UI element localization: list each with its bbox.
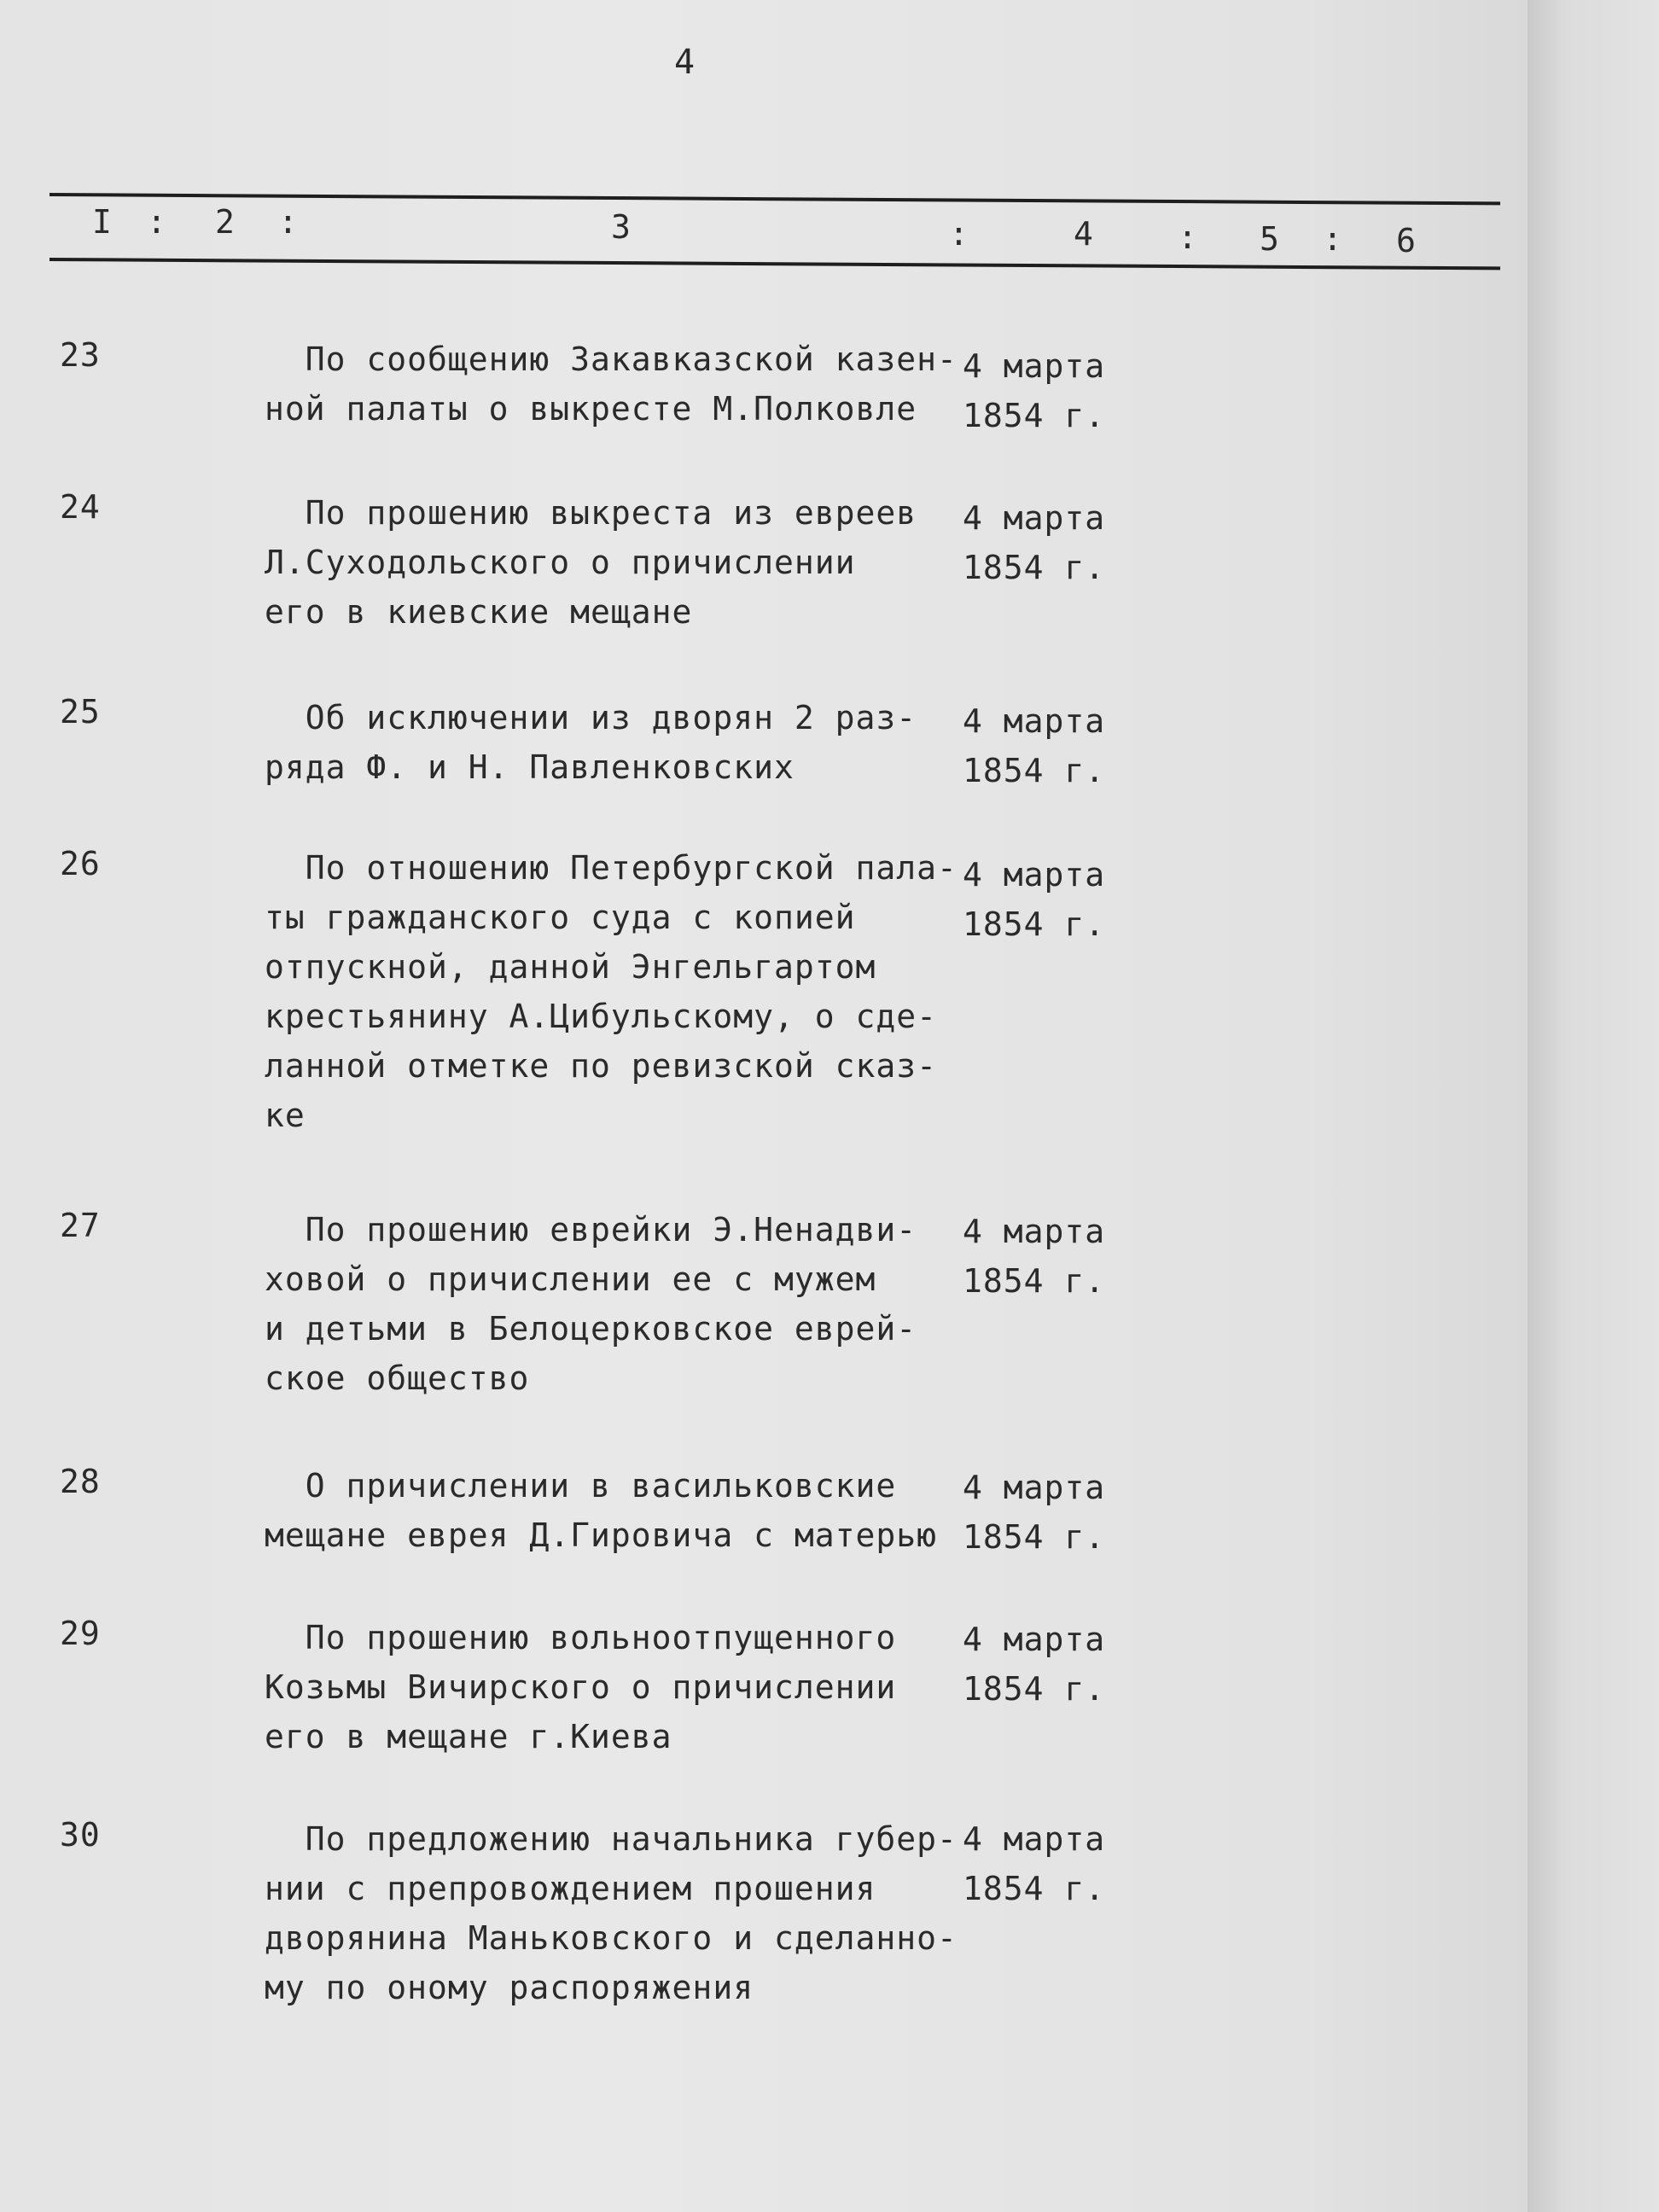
header-rule-bottom — [49, 258, 1500, 270]
adjacent-page-edge — [1528, 0, 1659, 2212]
column-header-5: 5 — [1260, 220, 1279, 258]
header-rule-top — [49, 193, 1500, 205]
column-header-1: I — [92, 203, 112, 241]
row-number: 28 — [60, 1463, 101, 1500]
row-number: 29 — [60, 1615, 101, 1652]
row-date: 4 марта 1854 г. — [963, 1213, 1106, 1300]
row-date: 4 марта 1854 г. — [963, 347, 1106, 434]
row-date: 4 марта 1854 г. — [963, 1621, 1106, 1708]
row-description: По отношению Петербургской пала- ты гражданского суда с копией отпускной, данной Энгельгартом крестьянину А.Цибульскому, о сде- ланной отметке по ревизской сказ- ке — [265, 849, 958, 1134]
row-number: 25 — [60, 693, 101, 731]
row-date: 4 марта 1854 г. — [963, 1469, 1106, 1556]
row-date: 4 марта 1854 г. — [963, 856, 1106, 943]
row-description: Об исключении из дворян 2 раз- ряда Ф. и Н. Павленковских — [265, 699, 917, 786]
row-number: 27 — [60, 1207, 101, 1244]
row-description: По прошению вольноотпущенного Козьмы Вичирского о причислении его в мещане г.Киева — [265, 1619, 897, 1755]
column-header-4: 4 — [1074, 215, 1093, 253]
row-date: 4 марта 1854 г. — [963, 702, 1106, 789]
column-header-separator: : — [1178, 218, 1197, 256]
column-header-separator: : — [1323, 220, 1342, 258]
column-header-separator: : — [147, 203, 166, 241]
row-number: 30 — [60, 1816, 101, 1854]
row-date: 4 марта 1854 г. — [963, 499, 1106, 586]
row-number: 24 — [60, 488, 101, 526]
column-header-3: 3 — [611, 208, 631, 246]
row-description: По прошению еврейки Э.Ненадви- ховой о причислении ее с мужем и детьми в Белоцерковское еврей- ское общество — [265, 1211, 917, 1397]
column-header-separator: : — [949, 215, 969, 253]
column-header-2: 2 — [215, 203, 235, 241]
column-header-6: 6 — [1396, 222, 1416, 259]
row-number: 23 — [60, 336, 101, 374]
row-description: По сообщению Закавказской казен- ной палаты о выкресте М.Полковле — [265, 341, 958, 428]
row-number: 26 — [60, 845, 101, 882]
page-number: 4 — [674, 43, 696, 82]
row-date: 4 марта 1854 г. — [963, 1820, 1106, 1907]
row-description: По предложению начальника губер- нии с препровождением прошения дворянина Маньковского и сделанно- му по оному распоряжения — [265, 1820, 958, 2006]
column-header-separator: : — [278, 203, 298, 241]
row-description: По прошению выкреста из евреев Л.Суходольского о причислении его в киевские мещане — [265, 494, 917, 631]
row-description: О причислении в васильковские мещане еврея Д.Гировича с матерью — [265, 1467, 937, 1554]
